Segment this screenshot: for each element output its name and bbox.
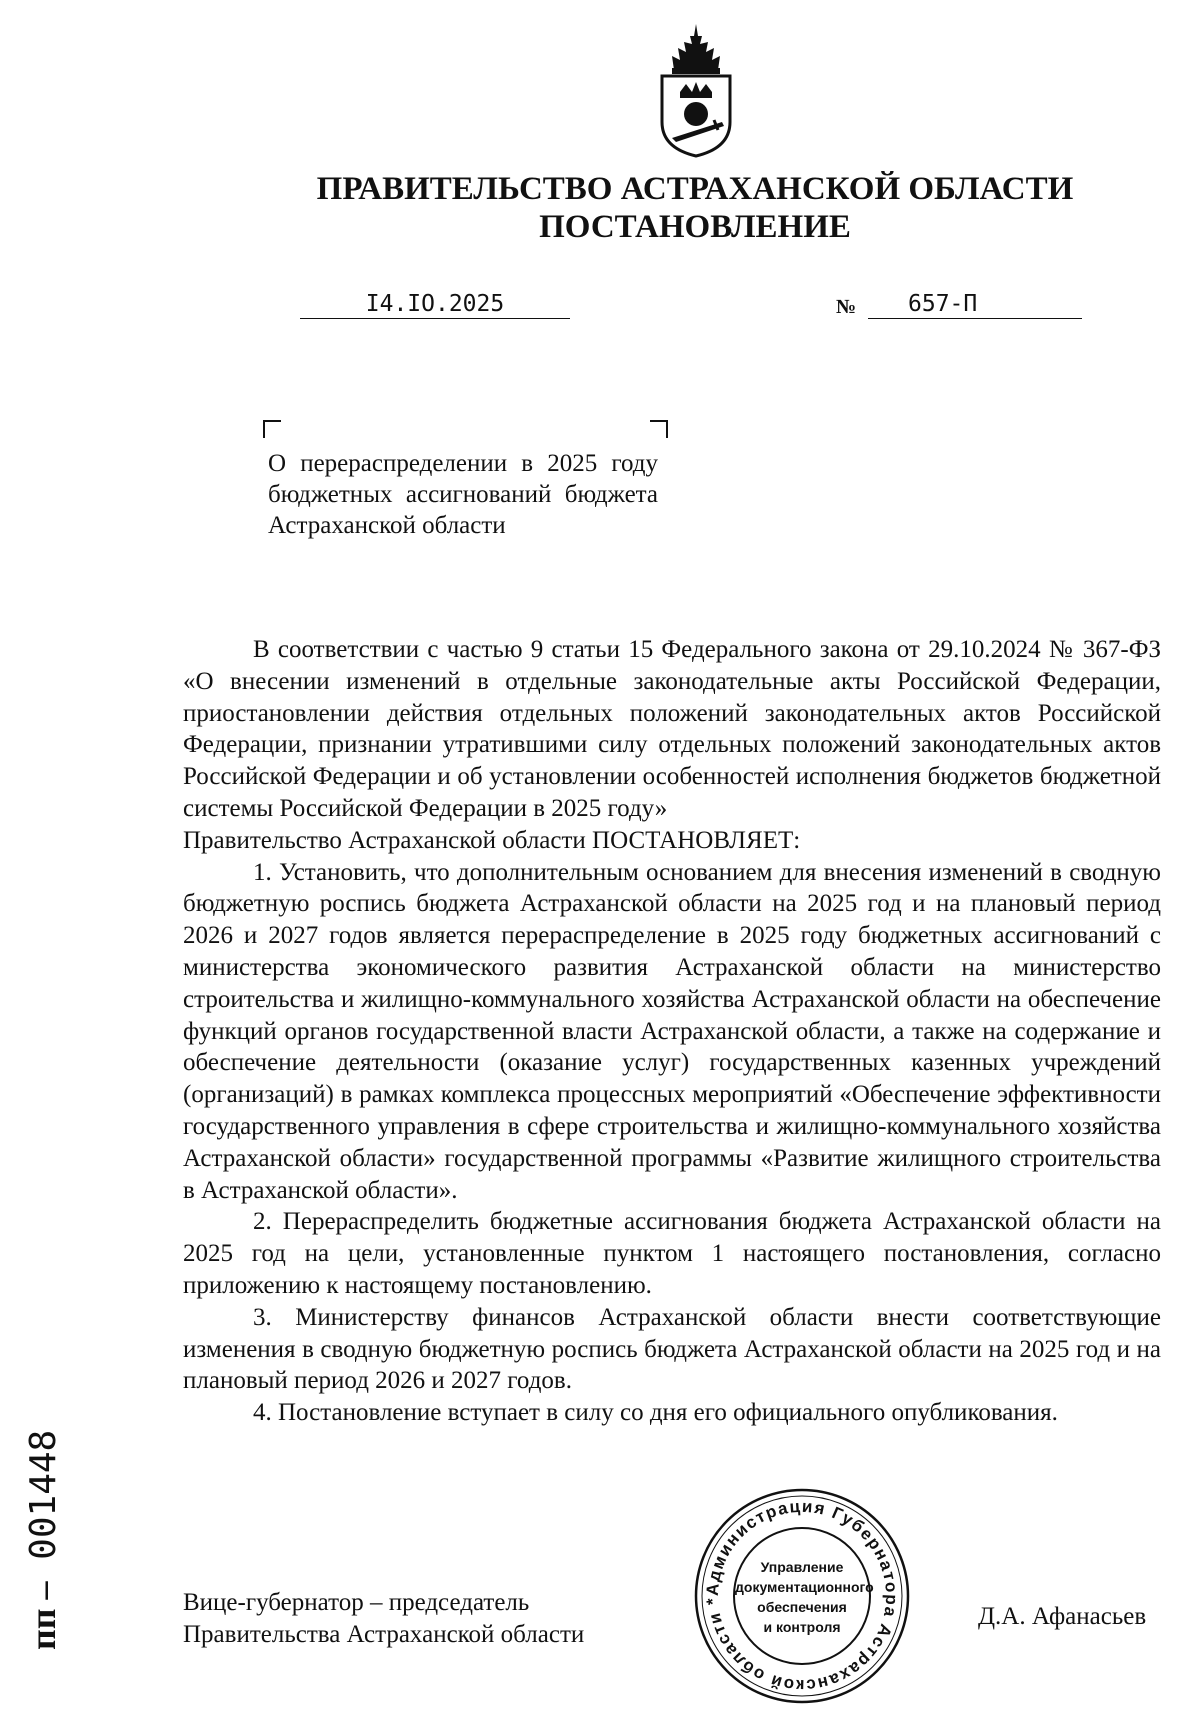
stamp-inner-line4: и контроля — [763, 1619, 841, 1635]
stamp-inner-line1: Управление — [760, 1559, 844, 1575]
document-number: 657-П — [868, 290, 1082, 319]
registration-value: 001448 — [23, 1429, 64, 1560]
signer-position — [183, 1587, 584, 1651]
stamp-inner-line3: обеспечения — [757, 1599, 847, 1615]
stamp-outer-text: Администрация Губернатора Астраханской области * — [702, 1496, 902, 1696]
government-title: ПРАВИТЕЛЬСТВО АСТРАХАНСКОЙ ОБЛАСТИ — [316, 171, 1074, 207]
stamp-inner-text — [735, 1557, 874, 1637]
body-item-3: 3. Министерству финансов Астраханской области внести соответствующие изменения в сводную бюджетную роспись бюджета Астраханской области на 2025 год и на плановый период 2026 и 2027 годов. — [183, 1303, 1161, 1395]
registration-number — [22, 1430, 64, 1650]
decree-line: Правительство Астраханской области ПОСТАНОВЛЯЕТ: — [183, 826, 801, 854]
subject-corner-right — [650, 420, 668, 438]
coat-of-arms-icon — [652, 22, 740, 160]
subject-corner-left — [263, 420, 281, 438]
stamp-inner-line2: документационного — [735, 1579, 874, 1595]
document-date: I4.IO.2025 — [300, 290, 570, 319]
body-item-2: 2. Перераспределить бюджетные ассигнования бюджета Астраханской области на 2025 год на цели, установленные пунктом 1 настоящего постановления, согласно приложению к настоящему постановлению. — [183, 1208, 1161, 1299]
registration-prefix: пп – — [23, 1581, 63, 1650]
number-sign: № — [836, 296, 857, 318]
signer-position-line1: Вице-губернатор – председатель — [183, 1589, 530, 1616]
body-item-4: 4. Постановление вступает в силу со дня его официального опубликования. — [253, 1399, 1058, 1427]
signer-position-line2: Правительства Астраханской области — [183, 1621, 585, 1648]
document-type-title: ПОСТАНОВЛЕНИЕ — [539, 209, 851, 245]
body-item-1: 1. Установить, что дополнительным основанием для внесения изменений в сводную бюджетную роспись бюджета Астраханской области на 2025 год и на плановый период 2026 и 2027 годов является перераспределение в 2025 году бюджетных ассигнований с министерства экономического развития Астраханской области на министерство строительства и жилищно-коммунального хозяйства Астраханской области на обеспечение функций органов государственной власти Астраханской области, а также на содержание и обеспечение деятельности (оказание услуг) государственных казенных учреждений (организаций) в рамках комплекса процессных мероприятий «Обеспечение эффективности государственного управления в сфере строительства и жилищно-коммунального хозяйства Астраханской области» государственной программы «Развитие жилищного строительства в Астраханской области». — [183, 858, 1161, 1204]
document-body — [183, 634, 1161, 1429]
document-subject: О перераспределении в 2025 году бюджетных ассигнований бюджета Астраханской области — [268, 450, 658, 539]
preamble-paragraph: В соответствии с частью 9 статьи 15 Федерального закона от 29.10.2024 № 367-ФЗ «О внесении изменений в отдельные законодательные акты Российской Федерации, приостановлении действия отдельных положений законодательных актов Российской Федерации, признании утратившими силу отдельных положений законодательных актов Российской Федерации и об установлении особенностей исполнения бюджетов бюджетной системы Российской Федерации в 2025 году» — [183, 636, 1161, 822]
signer-name: Д.А. Афанасьев — [978, 1603, 1147, 1630]
